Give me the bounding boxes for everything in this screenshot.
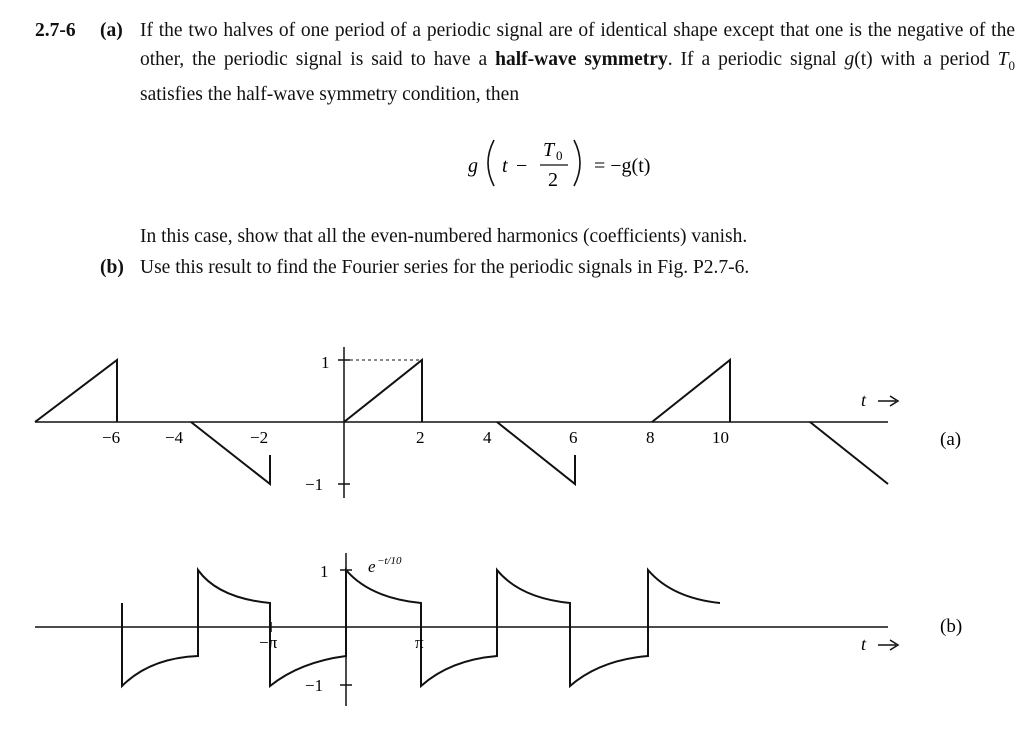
eq-g: g [468,155,478,177]
fig-b-curve-label-base: e [368,557,376,576]
signal-t: (t) [854,49,873,70]
period-T: T [997,49,1009,70]
fig-b-ylabel-minus1: −1 [305,676,324,695]
part-b-text: Use this result to find the Fourier series for the periodic signals in Fig. P2.7-6. [140,257,750,278]
part-a-text-2: . If a periodic signal [667,49,845,70]
part-a-text-4: satisfies the half-wave symmetry condition, then [140,83,520,105]
fig-a-xtick-minus4: −4 [165,428,184,447]
part-a-text-1: If the two halves of one period of a periodic signal are of identical shape except that one is the negative of the other, the periodic signal is said to have a [140,20,1015,70]
eq-frac-num-sub: 0 [556,148,563,163]
fig-a-t-label: t [861,390,867,410]
fig-a-xtick-minus2: −2 [250,428,269,447]
fig-b-ylabel-1: 1 [320,562,329,581]
part-a-conclusion: In this case, show that all the even-numbered harmonics (coefficients) vanish. [140,226,748,247]
part-a-text-3: with a period [872,49,998,70]
fig-a-xtick-8: 8 [646,428,655,447]
fig-b-waveform [122,570,720,686]
fig-b-curve-label-exp: −t/10 [377,555,402,567]
fig-b-label: (b) [940,616,963,637]
fig-a-label: (a) [940,429,962,450]
fig-a-xtick-2: 2 [416,428,425,447]
period-sub: 0 [1008,57,1015,73]
fig-b-xlabel-minus-pi: −π [259,633,278,652]
eq-t: t [502,155,508,177]
fig-a-xtick-6: 6 [569,428,578,447]
eq-frac-num: T [543,139,555,161]
fig-b-t-label: t [861,634,867,654]
half-wave-symmetry-term: half-wave symmetry [495,49,668,70]
fig-a-ylabel-minus1: −1 [305,475,324,494]
part-b-label: (b) [100,257,124,278]
part-a-label: (a) [100,20,123,41]
signal-g: g [844,49,855,70]
eq-rhs: = −g(t) [594,155,651,177]
fig-a-xtick-4: 4 [483,428,492,447]
fig-b-xlabel-pi: π [415,633,424,652]
fig-a-xtick-minus6: −6 [102,428,121,447]
fig-a-ylabel-1: 1 [321,353,330,372]
eq-minus: − [516,155,528,177]
fig-a-xtick-10: 10 [712,428,729,447]
problem-number: 2.7-6 [35,20,76,41]
eq-frac-den: 2 [548,169,558,191]
